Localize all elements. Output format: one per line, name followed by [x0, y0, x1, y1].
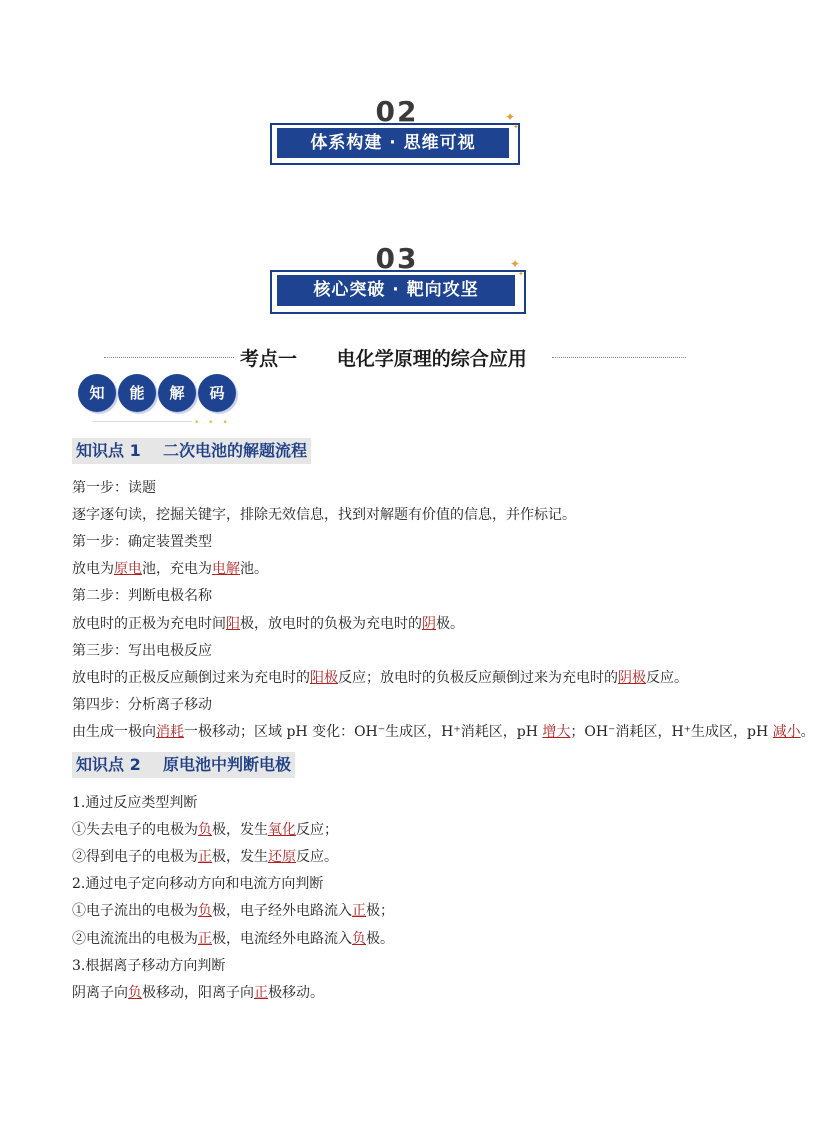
- kp2-line: 1.通过反应类型判断: [72, 795, 198, 811]
- text-segment: 池，充电为: [142, 561, 212, 578]
- highlight-answer: 阴极: [618, 669, 646, 686]
- topic-name: 电化学原理的综合应用: [336, 348, 527, 370]
- kp2-line: [72, 847, 338, 867]
- kp2-heading: 知识点 2 原电池中判断电极: [72, 752, 295, 778]
- kp1-line: [72, 559, 268, 579]
- kp1-line: [72, 722, 815, 742]
- section-title: 核心突破 · 靶向攻坚: [277, 275, 515, 306]
- highlight-answer: 负: [128, 984, 142, 1001]
- text-segment: 放电时的正极为充电时间: [72, 615, 226, 632]
- text-segment: 由生成一极向: [72, 723, 156, 740]
- text-segment: 反应；: [296, 822, 338, 839]
- kp1-line: 第一步：确定装置类型: [72, 534, 212, 551]
- topic-label: 考点一: [240, 348, 298, 370]
- badge-zhi: 知: [78, 374, 116, 412]
- highlight-answer: 增大: [542, 723, 571, 740]
- sparkle-icon: ✦: [510, 257, 521, 271]
- highlight-answer: 电解: [212, 561, 240, 578]
- text-segment: 极。: [366, 930, 394, 947]
- highlight-answer: 原电: [114, 561, 142, 578]
- kp1-line: [72, 614, 464, 634]
- text-segment: 池。: [240, 561, 268, 578]
- text-segment: 极，放电时的负极为充电时的: [240, 615, 422, 632]
- highlight-answer: 减小: [772, 723, 801, 740]
- kp2-line: 3.根据离子移动方向判断: [72, 957, 226, 974]
- text-segment: ②得到电子的电极为: [72, 849, 198, 866]
- kp2-line: [72, 820, 338, 840]
- text-segment: 极；: [366, 903, 394, 920]
- divider: [92, 421, 192, 422]
- badge-ma: 码: [198, 374, 236, 412]
- highlight-answer: 正: [198, 930, 212, 947]
- kp1-line: 第一步：读题: [72, 480, 156, 496]
- text-segment: 阴离子向: [72, 984, 128, 1001]
- highlight-answer: 负: [352, 930, 366, 947]
- kp2-line: [72, 983, 324, 1003]
- text-segment: 极移动，阳离子向: [142, 984, 254, 1001]
- kp1-line: 逐字逐句读，挖掘关键字，排除无效信息，找到对解题有价值的信息，并作标记。: [72, 507, 576, 524]
- divider: [104, 357, 234, 358]
- text-segment: ①失去电子的电极为: [72, 822, 198, 839]
- text-segment: 反应。: [296, 849, 338, 866]
- section-number: 02: [375, 95, 419, 128]
- kp1-line: [72, 668, 688, 688]
- text-segment: 反应。: [646, 669, 688, 686]
- dots-decoration: • • •: [194, 418, 231, 428]
- badge-neng: 能: [118, 374, 156, 412]
- topic-title: [240, 344, 527, 371]
- highlight-answer: 负: [198, 822, 212, 839]
- sparkle-icon: ✦: [518, 270, 524, 278]
- highlight-answer: 阳极: [310, 669, 338, 686]
- section-number: 03: [375, 242, 419, 275]
- highlight-answer: 阴: [422, 615, 436, 632]
- text-segment: 放电时的正极反应颠倒过来为充电时的: [72, 669, 310, 686]
- divider: [552, 357, 686, 358]
- highlight-answer: 负: [198, 903, 212, 920]
- text-segment: ①电子流出的电极为: [72, 903, 198, 920]
- highlight-answer: 氧化: [268, 822, 296, 839]
- text-segment: ；OH⁻消耗区，H⁺生成区，pH: [570, 723, 773, 740]
- text-segment: 极，电子经外电路流入: [212, 903, 352, 920]
- sparkle-icon: ✦: [513, 123, 519, 131]
- highlight-answer: 正: [352, 903, 366, 920]
- text-segment: 。: [800, 723, 815, 740]
- highlight-answer: 正: [198, 849, 212, 866]
- badge-jie: 解: [158, 374, 196, 412]
- kp1-line: 第二步：判断电极名称: [72, 588, 212, 605]
- text-segment: ②电流流出的电极为: [72, 930, 198, 947]
- text-segment: 反应；放电时的负极反应颠倒过来为充电时的: [338, 669, 618, 686]
- section-title: 体系构建 · 思维可视: [277, 128, 509, 158]
- kp1-heading: 知识点 1 二次电池的解题流程: [72, 438, 311, 464]
- text-segment: 极移动。: [268, 984, 324, 1001]
- text-segment: 极。: [436, 615, 464, 632]
- kp2-line: [72, 901, 394, 921]
- text-segment: 极，电流经外电路流入: [212, 930, 352, 947]
- kp1-line: 第四步：分析离子移动: [72, 696, 212, 713]
- kp1-line: 第三步：写出电极反应: [72, 642, 212, 659]
- highlight-answer: 正: [254, 984, 268, 1001]
- kp2-line: [72, 929, 394, 949]
- kp2-line: 2.通过电子定向移动方向和电流方向判断: [72, 876, 324, 893]
- text-segment: 极，发生: [212, 822, 268, 839]
- highlight-answer: 还原: [268, 849, 296, 866]
- text-segment: 放电为: [72, 561, 114, 578]
- text-segment: 极，发生: [212, 849, 268, 866]
- sparkle-icon: ✦: [505, 110, 516, 124]
- highlight-answer: 阳: [226, 615, 240, 632]
- highlight-answer: 消耗: [156, 723, 184, 740]
- text-segment: 一极移动；区域 pH 变化：OH⁻生成区，H⁺消耗区，pH: [184, 723, 543, 740]
